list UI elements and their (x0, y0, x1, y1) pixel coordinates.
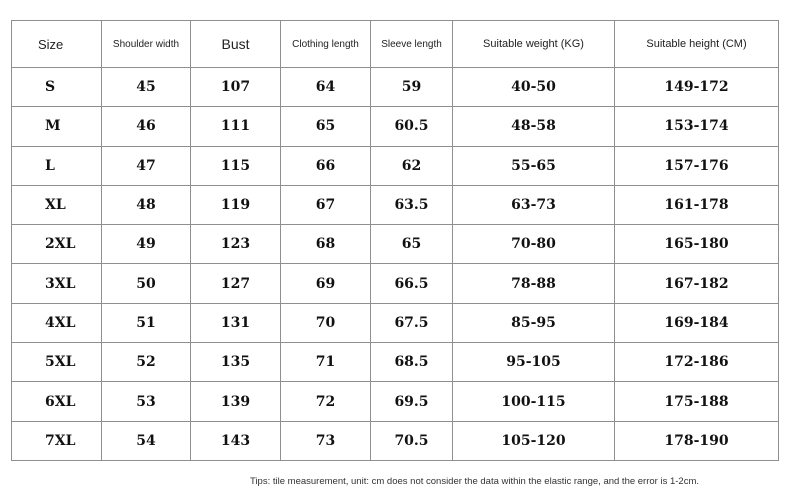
cell-bust: 115 (191, 146, 281, 185)
header-sleeve-length: Sleeve length (371, 21, 453, 68)
cell-clothing-length: 65 (281, 107, 371, 146)
cell-size: 4XL (12, 303, 102, 342)
cell-clothing-length: 70 (281, 303, 371, 342)
cell-clothing-length: 72 (281, 382, 371, 421)
cell-suitable-height: 175-188 (615, 382, 779, 421)
cell-suitable-weight: 78-88 (453, 264, 615, 303)
cell-bust: 135 (191, 343, 281, 382)
cell-size: XL (12, 185, 102, 224)
cell-sleeve-length: 65 (371, 225, 453, 264)
cell-clothing-length: 64 (281, 68, 371, 107)
cell-shoulder-width: 46 (102, 107, 191, 146)
table-row (12, 343, 779, 382)
cell-suitable-height: 165-180 (615, 225, 779, 264)
cell-sleeve-length: 62 (371, 146, 453, 185)
cell-size: 2XL (12, 225, 102, 264)
cell-sleeve-length: 69.5 (371, 382, 453, 421)
cell-size: 5XL (12, 343, 102, 382)
cell-suitable-weight: 55-65 (453, 146, 615, 185)
cell-size: 7XL (12, 421, 102, 460)
cell-shoulder-width: 49 (102, 225, 191, 264)
cell-bust: 131 (191, 303, 281, 342)
cell-bust: 111 (191, 107, 281, 146)
table-row (12, 68, 779, 107)
table-row (12, 264, 779, 303)
cell-clothing-length: 71 (281, 343, 371, 382)
cell-bust: 139 (191, 382, 281, 421)
table-row (12, 146, 779, 185)
cell-suitable-height: 157-176 (615, 146, 779, 185)
table-body (12, 68, 779, 461)
cell-suitable-weight: 70-80 (453, 225, 615, 264)
cell-sleeve-length: 60.5 (371, 107, 453, 146)
table-row (12, 303, 779, 342)
cell-bust: 119 (191, 185, 281, 224)
cell-size: 3XL (12, 264, 102, 303)
cell-sleeve-length: 70.5 (371, 421, 453, 460)
cell-suitable-height: 153-174 (615, 107, 779, 146)
cell-suitable-height: 178-190 (615, 421, 779, 460)
cell-bust: 127 (191, 264, 281, 303)
table-row (12, 421, 779, 460)
cell-size: 6XL (12, 382, 102, 421)
cell-shoulder-width: 52 (102, 343, 191, 382)
cell-shoulder-width: 50 (102, 264, 191, 303)
table-row (12, 107, 779, 146)
cell-shoulder-width: 45 (102, 68, 191, 107)
table-row (12, 225, 779, 264)
table-row (12, 382, 779, 421)
cell-shoulder-width: 54 (102, 421, 191, 460)
header-suitable-weight: Suitable weight (KG) (453, 21, 615, 68)
cell-bust: 143 (191, 421, 281, 460)
header-bust: Bust (191, 21, 281, 68)
table-header (12, 21, 779, 68)
cell-sleeve-length: 66.5 (371, 264, 453, 303)
cell-suitable-weight: 85-95 (453, 303, 615, 342)
cell-suitable-height: 172-186 (615, 343, 779, 382)
cell-clothing-length: 67 (281, 185, 371, 224)
cell-suitable-height: 167-182 (615, 264, 779, 303)
tips-note: Tips: tile measurement, unit: cm does not consider the data within the elastic range, and the error is 1-2cm. (250, 476, 700, 487)
header-clothing-length: Clothing length (281, 21, 371, 68)
cell-size: L (12, 146, 102, 185)
cell-sleeve-length: 68.5 (371, 343, 453, 382)
cell-clothing-length: 69 (281, 264, 371, 303)
cell-sleeve-length: 59 (371, 68, 453, 107)
table-row (12, 185, 779, 224)
cell-clothing-length: 66 (281, 146, 371, 185)
cell-sleeve-length: 63.5 (371, 185, 453, 224)
cell-clothing-length: 68 (281, 225, 371, 264)
size-chart-table (11, 20, 779, 461)
cell-suitable-weight: 100-115 (453, 382, 615, 421)
cell-shoulder-width: 53 (102, 382, 191, 421)
header-size: Size (12, 21, 102, 68)
cell-bust: 123 (191, 225, 281, 264)
cell-suitable-height: 149-172 (615, 68, 779, 107)
cell-bust: 107 (191, 68, 281, 107)
cell-suitable-weight: 105-120 (453, 421, 615, 460)
cell-sleeve-length: 67.5 (371, 303, 453, 342)
cell-shoulder-width: 47 (102, 146, 191, 185)
cell-size: S (12, 68, 102, 107)
cell-shoulder-width: 51 (102, 303, 191, 342)
cell-clothing-length: 73 (281, 421, 371, 460)
cell-suitable-weight: 40-50 (453, 68, 615, 107)
cell-suitable-weight: 63-73 (453, 185, 615, 224)
cell-suitable-height: 161-178 (615, 185, 779, 224)
cell-suitable-weight: 95-105 (453, 343, 615, 382)
cell-suitable-weight: 48-58 (453, 107, 615, 146)
cell-size: M (12, 107, 102, 146)
header-row (12, 21, 779, 68)
cell-shoulder-width: 48 (102, 185, 191, 224)
cell-suitable-height: 169-184 (615, 303, 779, 342)
header-suitable-height: Suitable height (CM) (615, 21, 779, 68)
header-shoulder-width: Shoulder width (102, 21, 191, 68)
